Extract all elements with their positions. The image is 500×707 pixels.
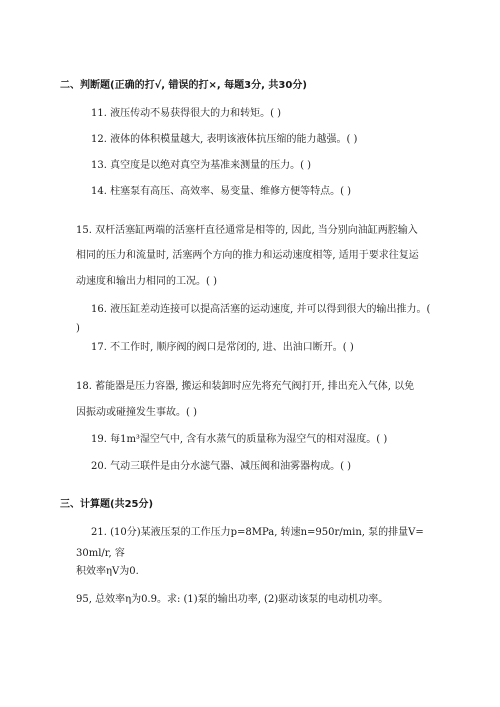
question-16-line-2: ) bbox=[76, 323, 80, 334]
question-11: 11. 液压传动不易获得很大的力和转矩。( ) bbox=[91, 108, 282, 119]
question-18-line-2: 因振动或碰撞发生事故。( ) bbox=[76, 407, 197, 418]
question-17: 17. 不工作时, 顺序阀的阀口是常闭的, 进、出油口断开。( ) bbox=[91, 342, 354, 353]
question-13: 13. 真空度是以绝对真空为基准来测量的压力。( ) bbox=[91, 160, 312, 171]
question-15-line-1: 15. 双杆活塞缸两端的活塞杆直径通常是相等的, 因此, 当分别向油缸两腔输入 bbox=[76, 225, 418, 236]
question-16-line-1: 16. 液压缸差动连接可以提高活塞的运动速度, 并可以得到很大的输出推力。( bbox=[91, 304, 431, 315]
question-20: 20. 气动三联件是由分水滤气器、减压阀和油雾器构成。( ) bbox=[91, 461, 352, 472]
question-15-line-3: 动速度和输出力相同的工况。( ) bbox=[76, 276, 217, 287]
question-21-line-3: 积效率ηV为0. bbox=[76, 566, 139, 577]
section-2-title: 二、判断题(正确的打√, 错误的打×, 每题3分, 共30分) bbox=[60, 80, 307, 91]
question-21-line-1: 21. (10分)某液压泵的工作压力p=8MPa, 转速n=950r/min, 泵的排量V= bbox=[91, 527, 424, 538]
section-3-title: 三、计算题(共25分) bbox=[60, 499, 154, 510]
question-12: 12. 液体的体积模量越大, 表明该液体抗压缩的能力越强。( ) bbox=[91, 134, 358, 145]
question-15-line-2: 相同的压力和流量时, 活塞两个方向的推力和运动速度相等, 适用于要求往复运 bbox=[76, 250, 419, 261]
question-21-line-2: 30ml/r, 容 bbox=[76, 548, 125, 559]
question-21-line-4: 95, 总效率η为0.9。求: (1)泵的输出功率, (2)驱动该泵的电动机功率。 bbox=[76, 594, 389, 605]
question-18-line-1: 18. 蓄能器是压力容器, 搬运和装卸时应先将充气阀打开, 排出充入气体, 以免 bbox=[76, 381, 415, 392]
question-14: 14. 柱塞泵有高压、高效率、易变量、维修方便等特点。( ) bbox=[91, 186, 352, 197]
question-19: 19. 每1m³湿空气中, 含有水蒸气的质量称为湿空气的相对湿度。( ) bbox=[91, 434, 388, 445]
